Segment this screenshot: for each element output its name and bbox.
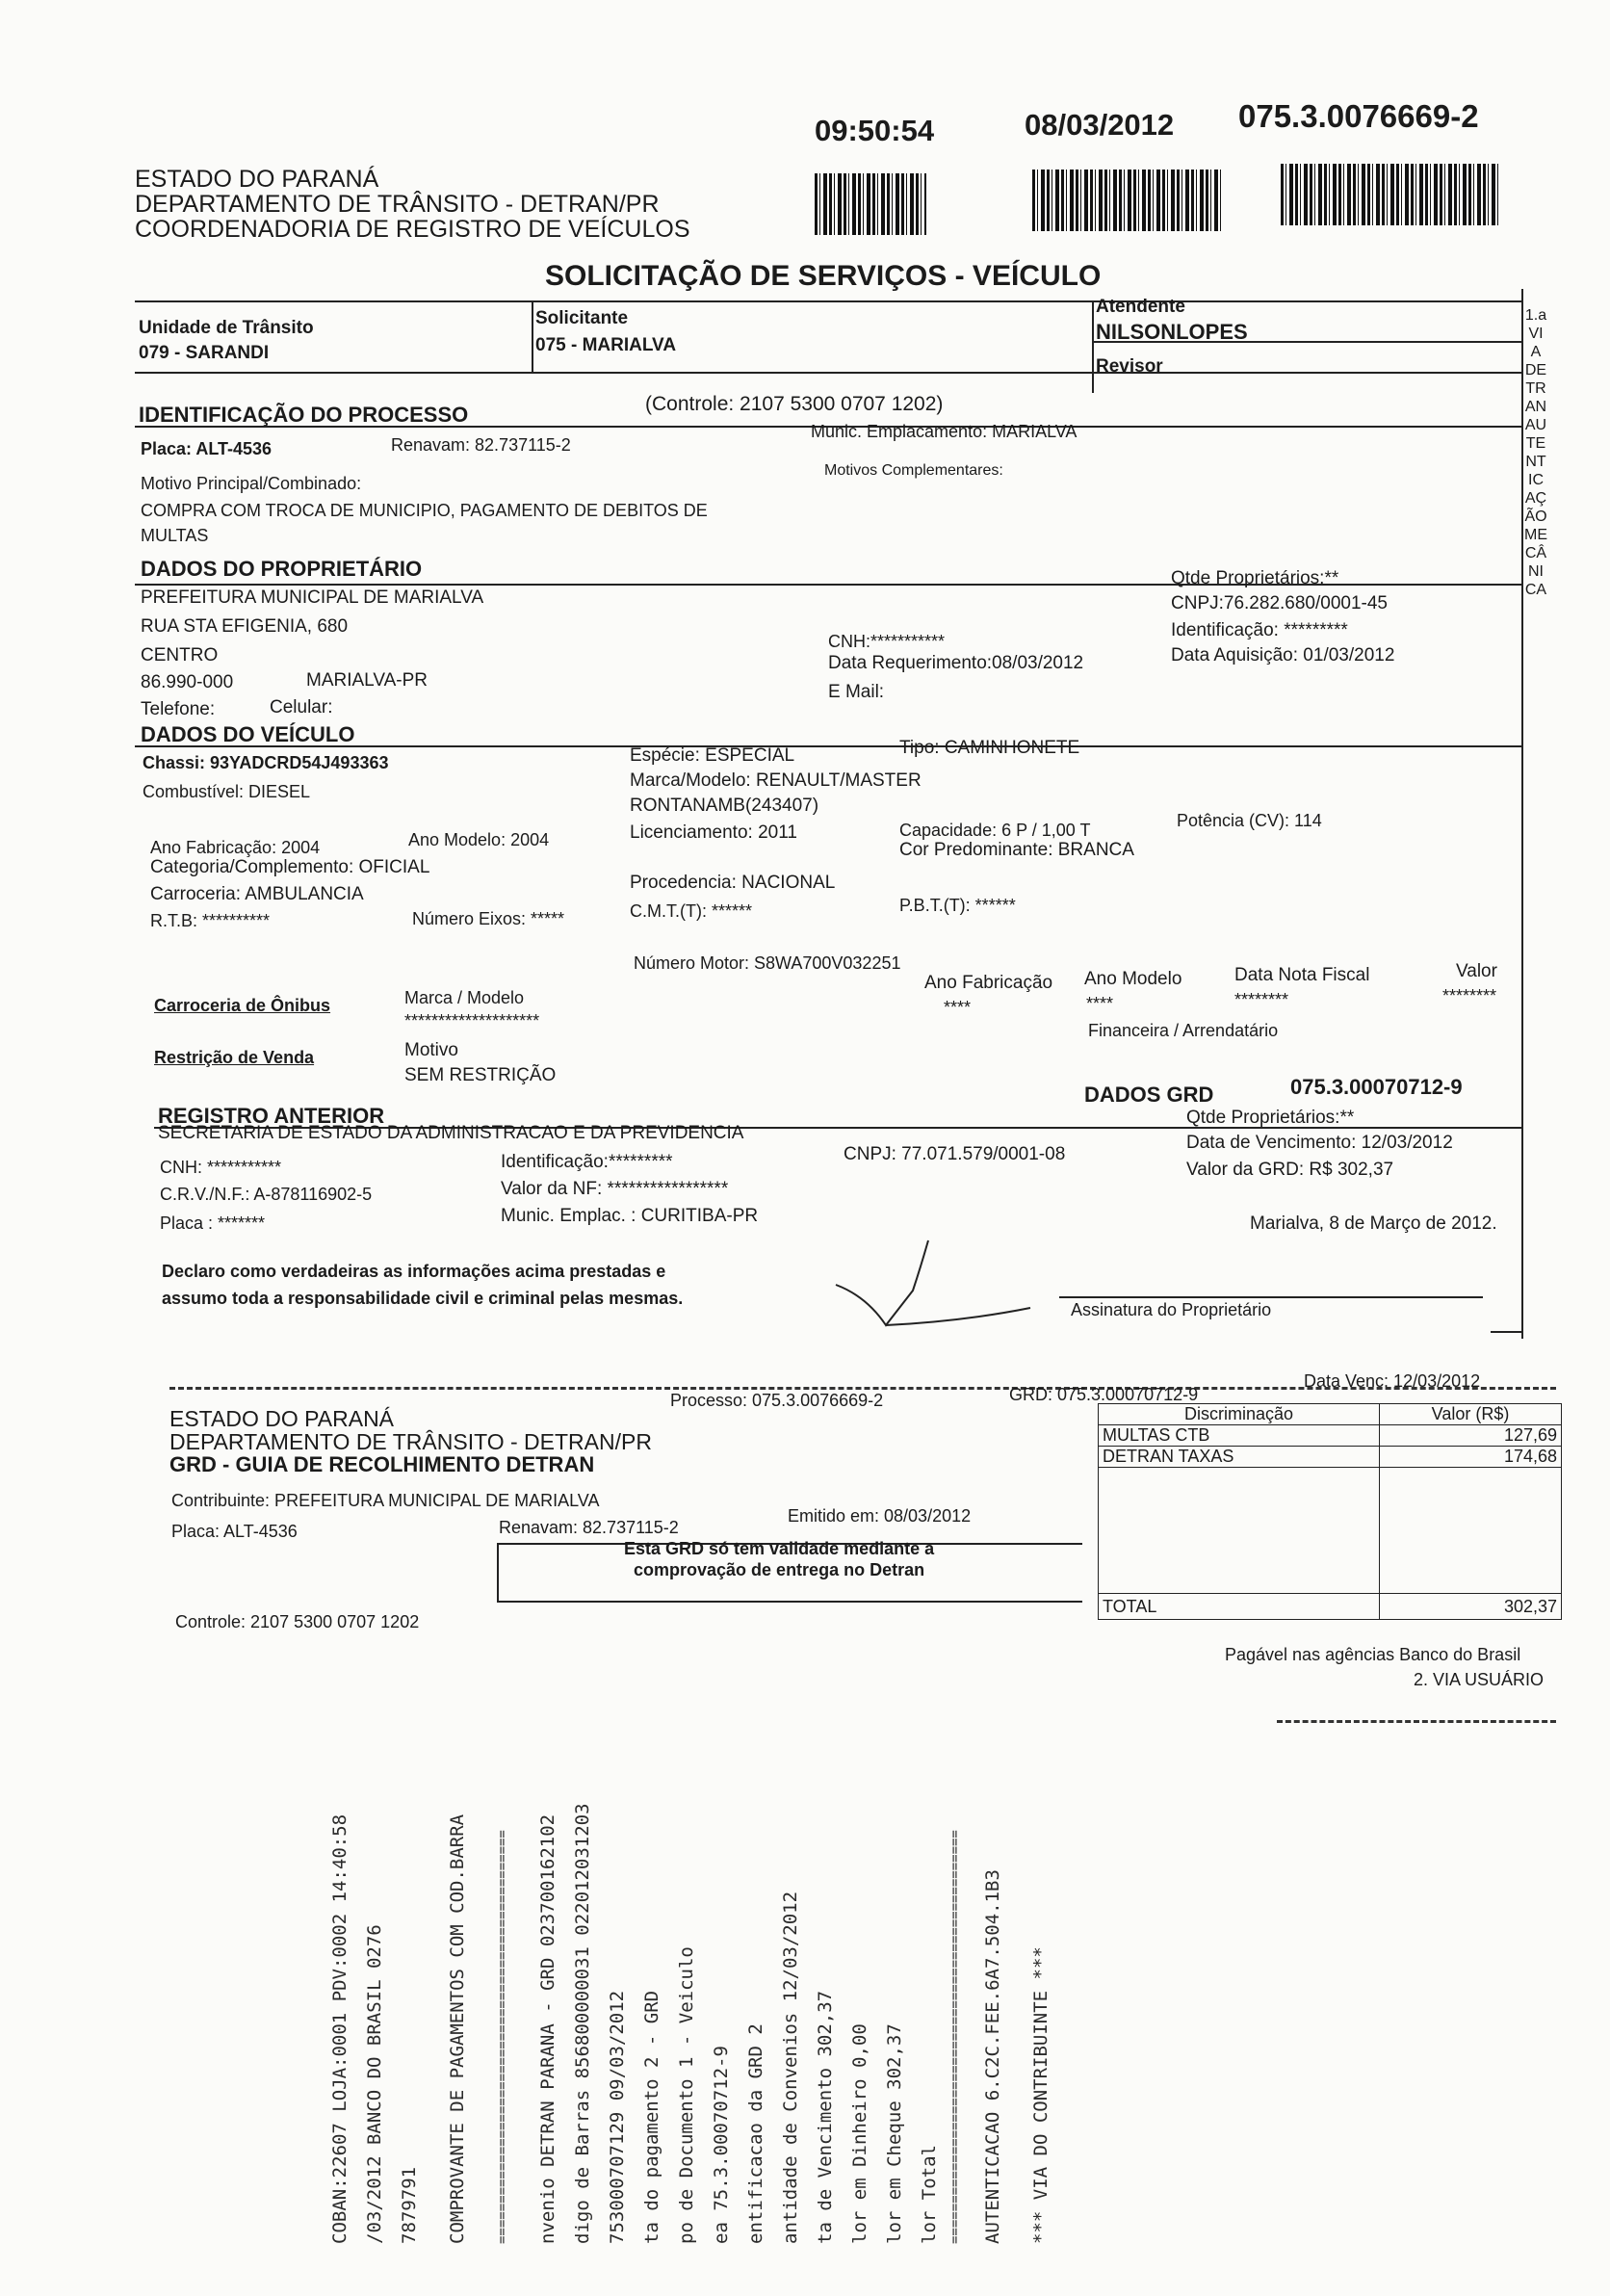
grd-item-value: 174,68 <box>1380 1447 1562 1468</box>
receipt-line: =================================================== <box>495 1830 510 2244</box>
receipt-line: *** VIA DO CONTRIBUINTE *** <box>1030 1946 1052 2244</box>
process-renavam: Renavam: 82.737115-2 <box>391 435 571 455</box>
vehicle-capacity: Capacidade: 6 P / 1,00 T <box>899 821 1091 840</box>
vehicle-rtb: R.T.B: ********** <box>150 911 271 930</box>
owner-phone: Telefone: <box>141 699 216 719</box>
vehicle-pbt: P.B.T.(T): ****** <box>899 896 1016 915</box>
receipt-line: COMPROVANTE DE PAGAMENTOS COM COD.BARRA <box>447 1813 468 2244</box>
grd-col-desc: Discriminação <box>1099 1404 1380 1425</box>
receipt-line: po de Documento 1 - Veiculo <box>676 1946 697 2244</box>
grd-number: GRD: 075.3.00070712-9 <box>1009 1385 1199 1404</box>
complementary-reasons: Motivos Complementares: <box>824 462 1003 479</box>
previous-identification: Identificação:********* <box>501 1152 673 1172</box>
receipt-line: ta do pagamento 2 - GRD <box>641 1990 662 2244</box>
declaration-line-2: assumo toda a responsabilidade civil e criminal pelas mesmas. <box>162 1289 684 1308</box>
owner-name: PREFEITURA MUNICIPAL DE MARIALVA <box>141 587 484 608</box>
date-barcode <box>1032 170 1221 231</box>
grd-state: ESTADO DO PARANÁ <box>169 1406 395 1431</box>
ano-mod-label: Ano Modelo <box>1084 969 1182 989</box>
ano-mod-value: **** <box>1086 994 1114 1013</box>
grd-notice-1: Esta GRD só tem validade mediante a <box>624 1539 935 1558</box>
requester-value: 075 - MARIALVA <box>535 335 677 355</box>
attendant-label: Atendente <box>1096 297 1185 317</box>
grd-taxpayer: Contribuinte: PREFEITURA MUNICIPAL DE MARIALVA <box>171 1491 600 1510</box>
receipt-line: COBAN:22607 LOJA:0001 PDV:0002 14:40:58 <box>329 1813 351 2244</box>
header-process-number: 075.3.0076669-2 <box>1238 98 1479 134</box>
owner-section-title: DADOS DO PROPRIETÁRIO <box>141 557 423 581</box>
financer-label: Financeira / Arrendatário <box>1088 1021 1279 1040</box>
receipt-line: entificacao da GRD 2 <box>745 2023 766 2244</box>
previous-nf-value: Valor da NF: ***************** <box>501 1179 729 1199</box>
brand-model-label: Marca / Modelo <box>404 988 525 1007</box>
vehicle-origin: Procedencia: NACIONAL <box>630 873 836 893</box>
receipt-line: digo de Barras 856800000031 022012031203 <box>572 1803 593 2244</box>
vehicle-type: Tipo: CAMINHONETE <box>899 738 1080 758</box>
previous-section-title: REGISTRO ANTERIOR <box>158 1104 385 1128</box>
receipt-line: lor em Cheque 302,37 <box>884 2023 905 2244</box>
bank-receipt <box>318 1724 1281 2263</box>
previous-secretaria: SECRETARIA DE ESTADO DA ADMINISTRACAO E DA PREVIDENCIA <box>158 1123 744 1143</box>
receipt-line: nvenio DETRAN PARANA - GRD 023700162102 <box>537 1813 558 2244</box>
vehicle-fuel: Combustível: DIESEL <box>143 782 311 801</box>
grd-items-table <box>1098 1403 1562 1620</box>
process-plate: Placa: ALT-4536 <box>141 439 273 458</box>
grd-control: Controle: 2107 5300 0707 1202 <box>175 1612 420 1631</box>
page-title: SOLICITAÇÃO DE SERVIÇOS - VEÍCULO <box>545 260 1102 292</box>
receipt-line: ta de Vencimento 302,37 <box>815 1990 836 2244</box>
requester-label: Solicitante <box>535 308 629 328</box>
header-coordination: COORDENADORIA DE REGISTRO DE VEÍCULOS <box>135 216 690 243</box>
unit-value: 079 - SARANDI <box>139 343 270 363</box>
vehicle-species: Espécie: ESPECIAL <box>630 745 795 766</box>
place-date: Marialva, 8 de Março de 2012. <box>1250 1213 1497 1234</box>
vehicle-section-title: DADOS DO VEÍCULO <box>141 722 355 746</box>
grd-copy: 2. VIA USUÁRIO <box>1414 1670 1545 1689</box>
reviewer-label: Revisor <box>1096 356 1163 377</box>
previous-cnh: CNH: *********** <box>160 1158 282 1177</box>
grd-data-due: Data de Vencimento: 12/03/2012 <box>1186 1133 1453 1153</box>
grd-due: Data Venc: 12/03/2012 <box>1304 1371 1481 1391</box>
vehicle-brand-1: Marca/Modelo: RENAULT/MASTER <box>630 770 922 791</box>
receipt-line: /03/2012 BANCO DO BRASIL 0276 <box>364 1924 385 2244</box>
header-department: DEPARTAMENTO DE TRÂNSITO - DETRAN/PR <box>135 191 660 218</box>
restriction-label: Restrição de Venda <box>154 1048 315 1067</box>
grd-data-number: 075.3.00070712-9 <box>1290 1075 1463 1099</box>
invoice-date-value: ******** <box>1234 990 1289 1009</box>
grd-total-label: TOTAL <box>1099 1594 1380 1620</box>
owner-signature <box>828 1229 1040 1335</box>
time-barcode <box>815 173 926 235</box>
owner-district: CENTRO <box>141 645 219 665</box>
vehicle-brand-2: RONTANAMB(243407) <box>630 796 819 816</box>
grd-department: DEPARTAMENTO DE TRÂNSITO - DETRAN/PR <box>169 1429 652 1454</box>
grd-process: Processo: 075.3.0076669-2 <box>670 1391 884 1410</box>
vehicle-fab-year: Ano Fabricação: 2004 <box>150 838 321 857</box>
reason-label: Motivo Principal/Combinado: <box>141 474 362 493</box>
receipt-line: AUTENTICACAO 6.C2C.FEE.6A7.504.1B3 <box>982 1869 1003 2244</box>
owner-request-date: Data Requerimento:08/03/2012 <box>828 653 1084 673</box>
reason-text-2: MULTAS <box>141 526 209 545</box>
grd-item-value: 127,69 <box>1380 1425 1562 1447</box>
receipt-line: =================================================== <box>948 1830 963 2244</box>
owner-cnh: CNH:*********** <box>828 632 946 651</box>
reason-text-1: COMPRA COM TROCA DE MUNICIPIO, PAGAMENTO DE DEBITOS DE <box>141 501 708 520</box>
receipt-line: ea 75.3.00070712-9 <box>711 2046 732 2244</box>
unit-label: Unidade de Trânsito <box>139 318 314 338</box>
motive-value: SEM RESTRIÇÃO <box>404 1065 557 1085</box>
header-date: 08/03/2012 <box>1025 108 1175 142</box>
previous-munic: Munic. Emplac. : CURITIBA-PR <box>501 1206 759 1226</box>
vehicle-body: Carroceria: AMBULANCIA <box>150 884 364 904</box>
process-control: (Controle: 2107 5300 0707 1202) <box>645 393 944 415</box>
vehicle-model-year: Ano Modelo: 2004 <box>408 830 550 849</box>
grd-total-value: 302,37 <box>1380 1594 1562 1620</box>
owner-qty: Qtde Proprietários:** <box>1171 568 1339 588</box>
grd-issued: Emitido em: 08/03/2012 <box>788 1506 972 1526</box>
invoice-date-label: Data Nota Fiscal <box>1234 965 1370 985</box>
ano-fab-label: Ano Fabricação <box>924 973 1053 993</box>
motive-label: Motivo <box>404 1040 458 1060</box>
process-munic: Munic. Emplacamento: MARIALVA <box>811 422 1078 441</box>
vehicle-engine: Número Motor: S8WA700V032251 <box>634 953 901 973</box>
bus-body-label: Carroceria de Ônibus <box>154 996 331 1015</box>
side-copy-label: 1.a VIA DETRAN AUTENTICAÇÃO MECÂNICA <box>1524 307 1547 598</box>
process-section-title: IDENTIFICAÇÃO DO PROCESSO <box>139 403 469 427</box>
owner-identification: Identificação: ********* <box>1171 620 1348 640</box>
receipt-line: lor Total <box>919 2145 940 2244</box>
owner-email: E Mail: <box>828 682 885 702</box>
value-label: Valor <box>1456 961 1497 981</box>
grd-data-qty: Qtde Proprietários:** <box>1186 1108 1355 1128</box>
owner-zip: 86.990-000 <box>141 672 234 692</box>
vehicle-cmt: C.M.T.(T): ****** <box>630 901 753 921</box>
signature-label: Assinatura do Proprietário <box>1071 1300 1272 1319</box>
grd-item-desc: DETRAN TAXAS <box>1099 1447 1380 1468</box>
vehicle-licensing: Licenciamento: 2011 <box>630 822 797 843</box>
grd-data-title: DADOS GRD <box>1084 1083 1214 1107</box>
grd-notice-2: comprovação de entrega no Detran <box>634 1560 925 1579</box>
previous-crv: C.R.V./N.F.: A-878116902-5 <box>160 1185 373 1204</box>
process-barcode <box>1281 164 1498 225</box>
owner-city: MARIALVA-PR <box>306 670 428 691</box>
vehicle-power: Potência (CV): 114 <box>1177 811 1322 830</box>
receipt-line: lor em Dinheiro 0,00 <box>849 2023 870 2244</box>
ano-fab-value: **** <box>944 998 972 1017</box>
grd-renavam: Renavam: 82.737115-2 <box>499 1518 679 1537</box>
vehicle-category: Categoria/Complemento: OFICIAL <box>150 857 430 877</box>
previous-cnpj: CNPJ: 77.071.579/0001-08 <box>844 1144 1066 1164</box>
receipt-line: 7879791 <box>399 2166 420 2244</box>
declaration-line-1: Declaro como verdadeiras as informações acima prestadas e <box>162 1262 666 1281</box>
owner-street: RUA STA EFIGENIA, 680 <box>141 616 349 637</box>
previous-plate: Placa : ******* <box>160 1213 266 1233</box>
vehicle-axles: Número Eixos: ***** <box>412 909 565 928</box>
header-state: ESTADO DO PARANÁ <box>135 166 379 193</box>
owner-mobile: Celular: <box>270 697 333 718</box>
vehicle-chassis: Chassi: 93YADCRD54J493363 <box>143 753 389 772</box>
receipt-line: antidade de Convenios 12/03/2012 <box>780 1891 801 2244</box>
receipt-line: 753000707129 09/03/2012 <box>607 1990 628 2244</box>
grd-plate: Placa: ALT-4536 <box>171 1522 298 1541</box>
vehicle-color: Cor Predominante: BRANCA <box>899 840 1134 860</box>
value-value: ******** <box>1442 986 1497 1005</box>
grd-item-desc: MULTAS CTB <box>1099 1425 1380 1447</box>
grd-title: GRD - GUIA DE RECOLHIMENTO DETRAN <box>169 1452 595 1476</box>
grd-payable: Pagável nas agências Banco do Brasil <box>1225 1645 1521 1664</box>
brand-model-value: ******************** <box>404 1011 540 1031</box>
attendant-value: NILSONLOPES <box>1096 320 1248 344</box>
header-time: 09:50:54 <box>815 114 935 147</box>
owner-acquisition: Data Aquisição: 01/03/2012 <box>1171 645 1395 665</box>
grd-data-value: Valor da GRD: R$ 302,37 <box>1186 1160 1394 1180</box>
owner-cnpj: CNPJ:76.282.680/0001-45 <box>1171 593 1388 613</box>
grd-col-value: Valor (R$) <box>1380 1404 1562 1425</box>
